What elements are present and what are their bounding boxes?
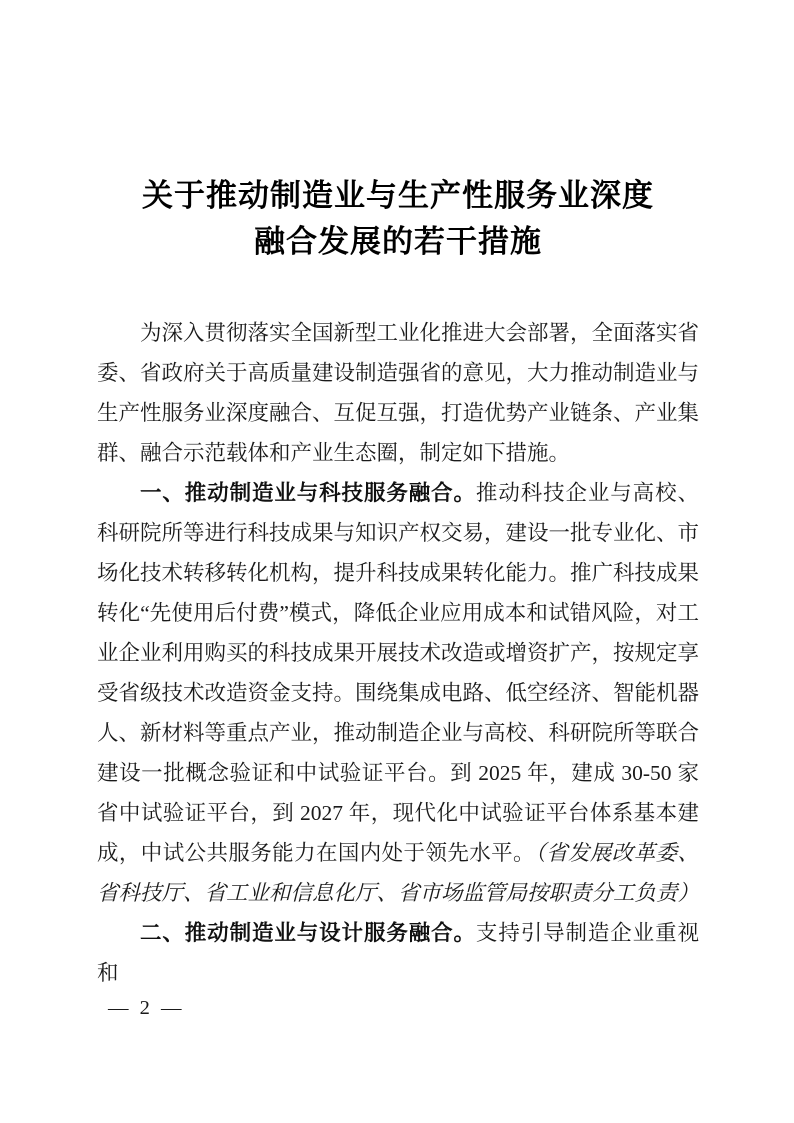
paragraph-section-1-note: （省发展改革委、省科技厅、省工业和信息化厅、省市场监管局按职责分工负责） — [97, 841, 700, 905]
paragraph-section-1 — [97, 473, 699, 913]
page-number: — 2 — — [108, 997, 185, 1019]
document-title-line1: 关于推动制造业与生产性服务业深度 — [142, 178, 654, 213]
document-title — [97, 173, 699, 265]
paragraph-section-1-lead: 一、推动制造业与科技服务融合。 — [140, 481, 476, 505]
paragraph-section-1-text: 推动科技企业与高校、科研院所等进行科技成果与知识产权交易，建设一批专业化、市场化技术转移转化机构，提升科技成果转化能力。推广科技成果转化“先使用后付费”模式，降低企业应用成本和试错风险，对工业企业利用购买的科技成果开展技术改造或增资扩产，按规定享受省级技术改造资金支持。围绕集成电路、低空经济、智能机器人、新材料等重点产业，推动制造企业与高校、科研院所等联合建设一批概念验证和中试验证平台。到 2025 年，建成 30-50 家省中试验证平台，到 2027 年，现代化中试验证平台体系基本建成，中试公共服务能力在国内处于领先水平。 — [97, 481, 700, 865]
paragraph-section-2-lead: 二、推动制造业与设计服务融合。 — [140, 921, 476, 945]
paragraph-intro-text: 为深入贯彻落实全国新型工业化推进大会部署，全面落实省委、省政府关于高质量建设制造强省的意见，大力推动制造业与生产性服务业深度融合、互促互强，打造优势产业链条、产业集群、融合示范载体和产业生态圈，制定如下措施。 — [97, 321, 700, 465]
paragraph-intro — [97, 313, 699, 473]
document-title-line2: 融合发展的若干措施 — [254, 224, 542, 259]
paragraph-section-2 — [97, 913, 699, 993]
document-body — [97, 313, 699, 993]
paragraph-section-2-text: 支持引导制造企业重视和 — [97, 921, 699, 985]
